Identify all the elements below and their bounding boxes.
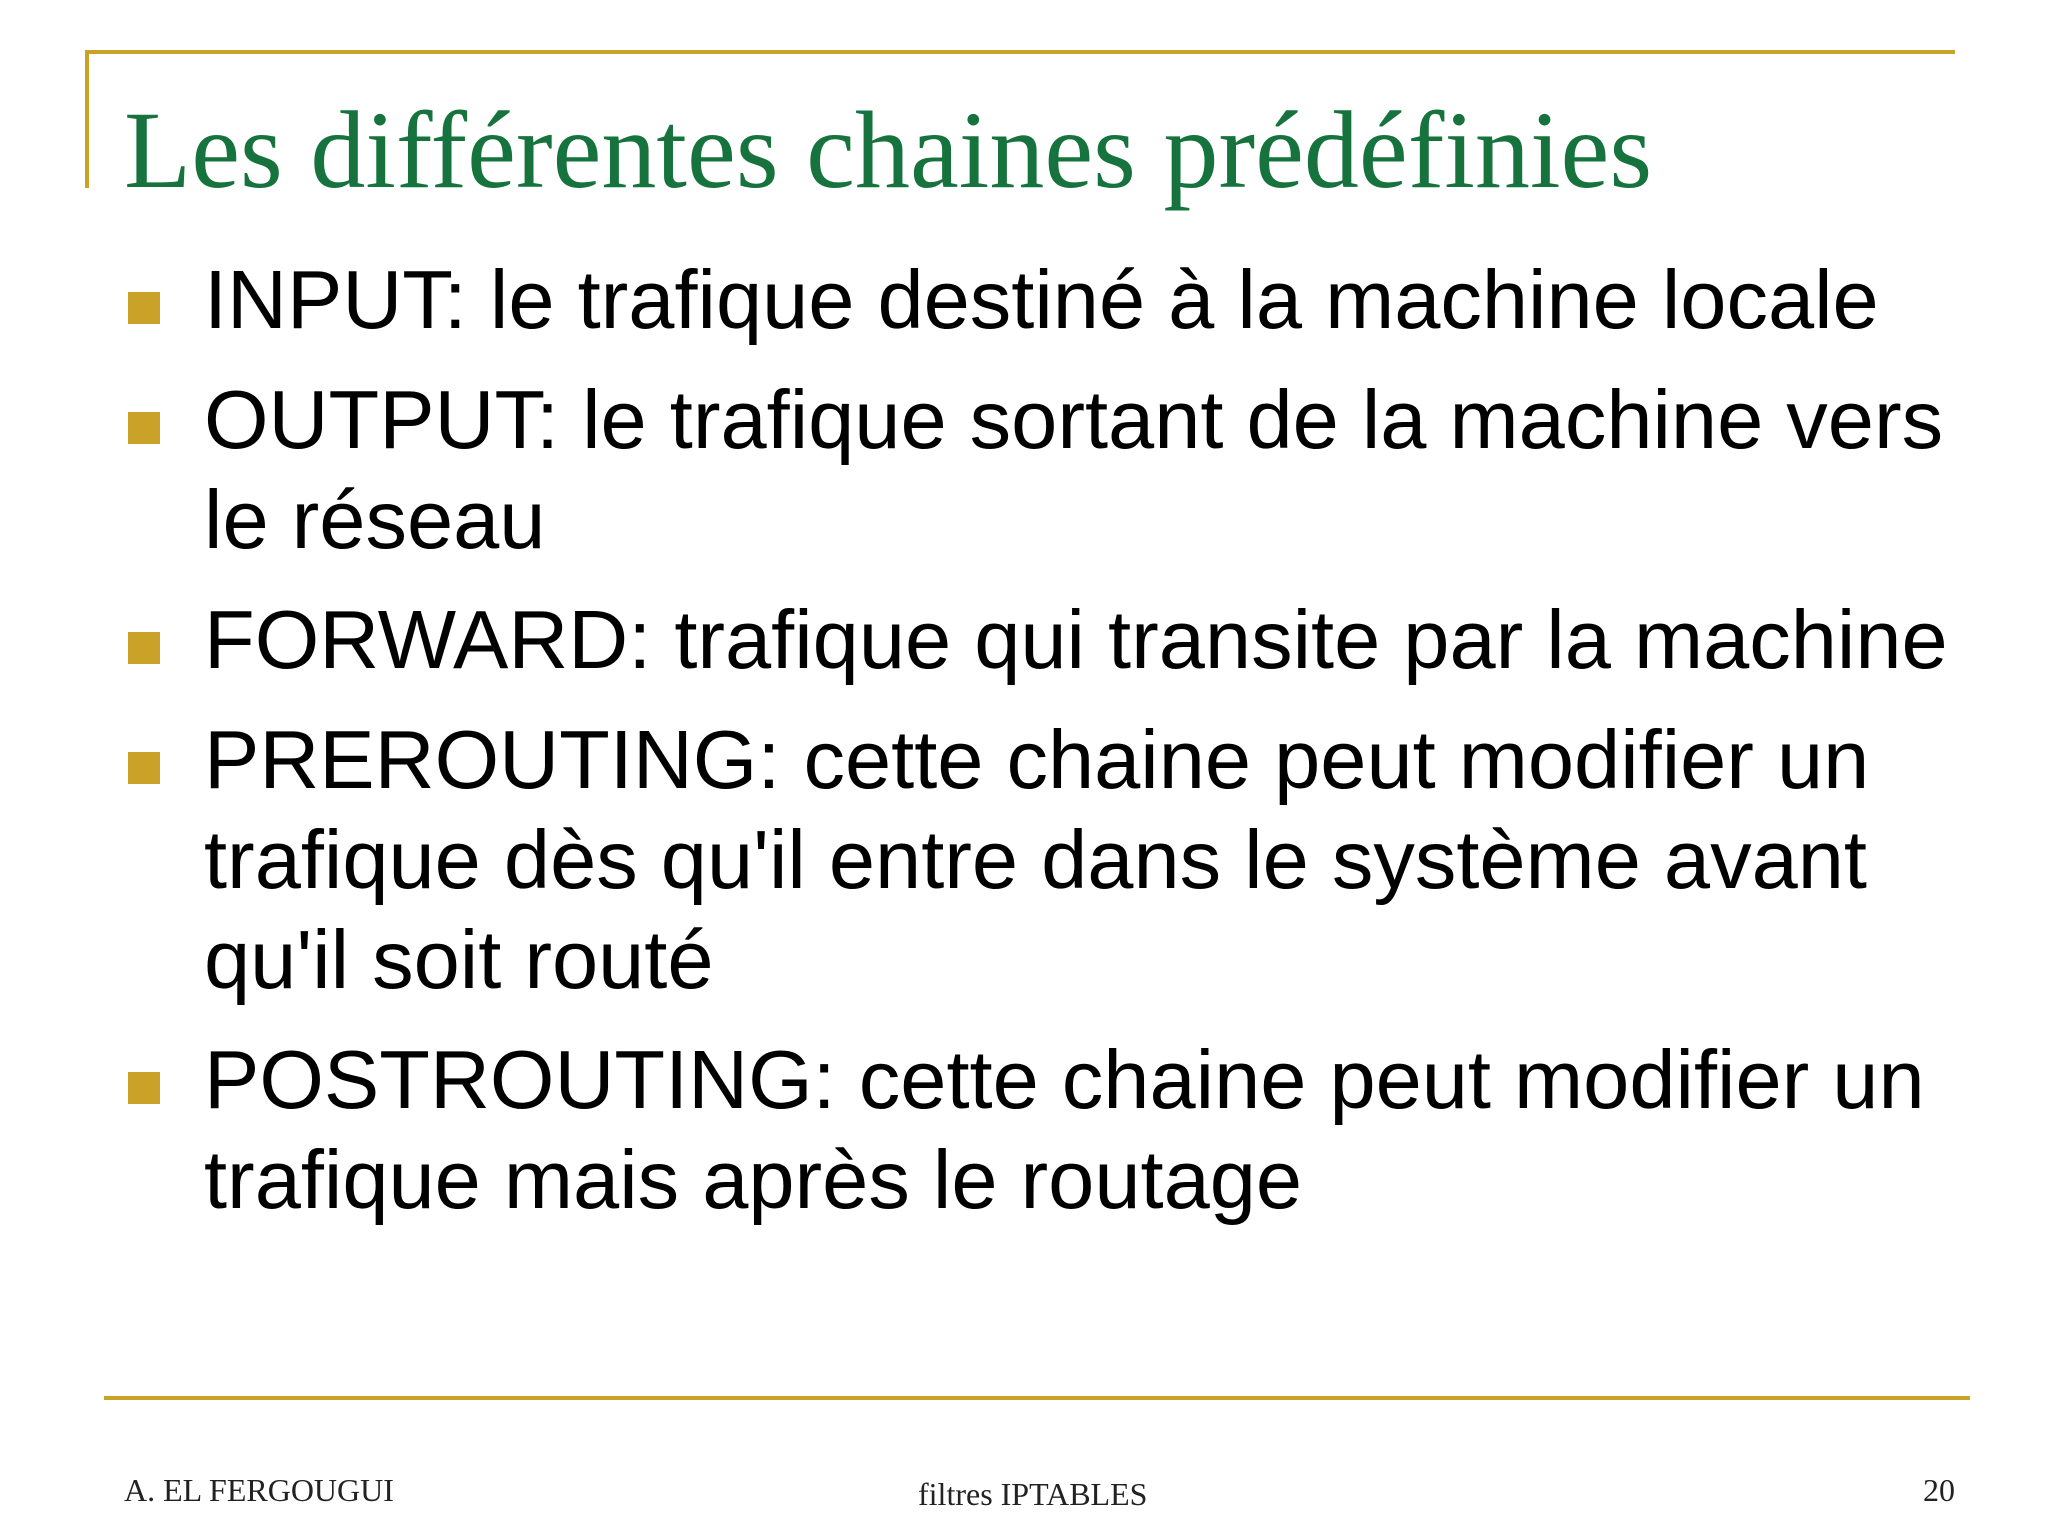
bullet-text: FORWARD: trafique qui transite par la machine xyxy=(204,593,1948,686)
footer-author: A. EL FERGOUGUI xyxy=(124,1472,394,1508)
bullet-item-postrouting xyxy=(128,1030,1948,1230)
slide-title: Les différentes chaines prédéfinies xyxy=(124,89,1653,211)
bullet-item-input xyxy=(128,250,1948,350)
square-bullet-icon xyxy=(128,632,160,664)
square-bullet-icon xyxy=(128,1072,160,1104)
bullet-item-prerouting xyxy=(128,710,1948,1010)
square-bullet-icon xyxy=(128,752,160,784)
bullet-text: INPUT: le trafique destiné à la machine locale xyxy=(204,253,1879,346)
bullet-list xyxy=(128,250,1948,1250)
bullet-text: PREROUTING: cette chaine peut modifier un trafique dès qu'il entre dans le système avant qu'il soit routé xyxy=(204,713,1870,1006)
square-bullet-icon xyxy=(128,412,160,444)
bullet-item-forward xyxy=(128,590,1948,690)
title-frame-top-rule xyxy=(85,50,1955,54)
bullet-text: POSTROUTING: cette chaine peut modifier un trafique mais après le routage xyxy=(204,1033,1925,1226)
footer-rule xyxy=(104,1396,1970,1400)
footer-topic: filtres IPTABLES xyxy=(918,1476,1148,1512)
bullet-item-output xyxy=(128,370,1948,570)
footer-page-number: 20 xyxy=(1923,1472,1955,1508)
square-bullet-icon xyxy=(128,292,160,324)
title-frame-left-rule xyxy=(85,50,89,188)
bullet-text: OUTPUT: le trafique sortant de la machine vers le réseau xyxy=(204,373,1944,566)
